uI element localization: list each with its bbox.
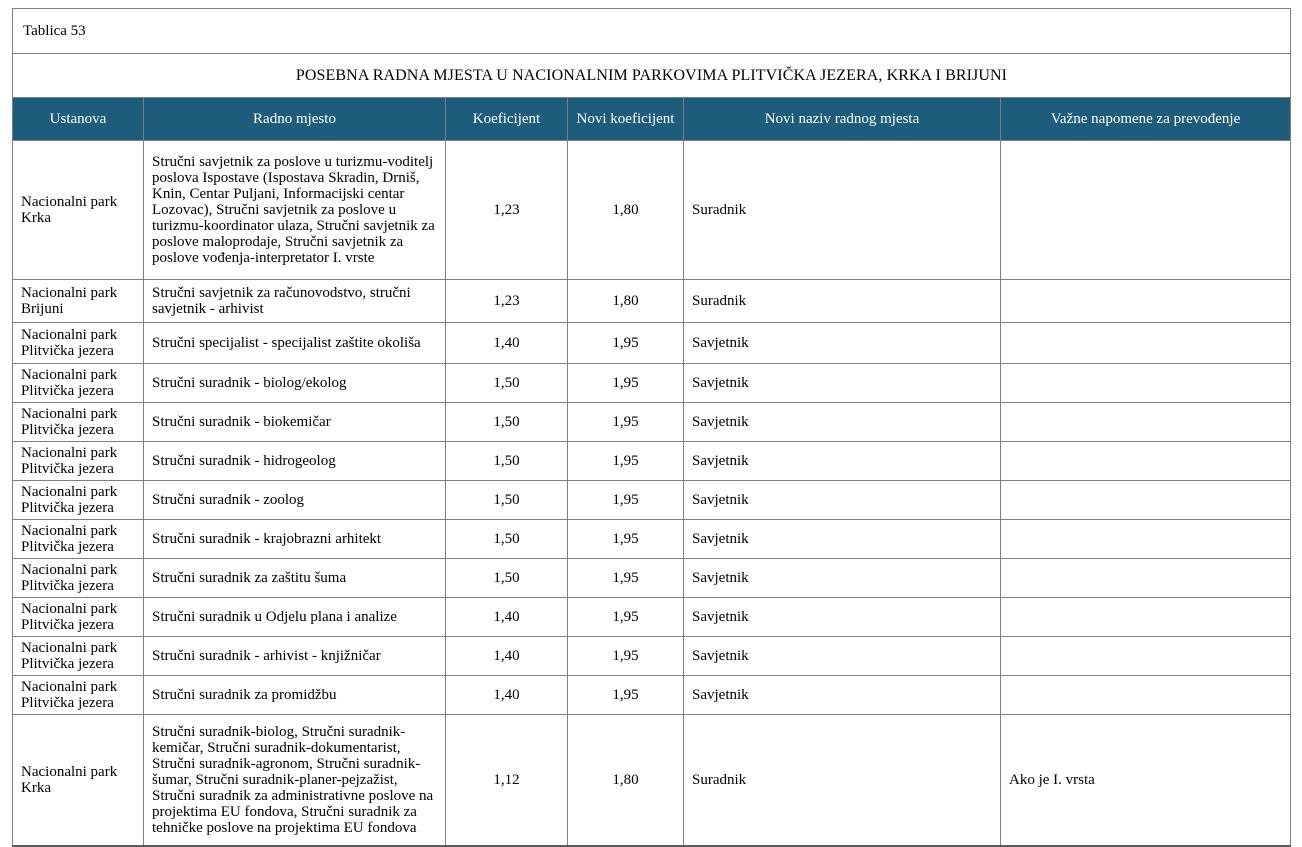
cell-koeficijent: 1,50: [446, 442, 568, 481]
cell-novi-naziv: Savjetnik: [684, 598, 1001, 637]
cell-novi-koeficijent: 1,95: [568, 676, 684, 715]
cell-novi-koeficijent: 1,95: [568, 637, 684, 676]
column-header-radno-mjesto: Radno mjesto: [144, 98, 446, 141]
cell-koeficijent: 1,50: [446, 364, 568, 403]
cell-napomena: [1001, 598, 1291, 637]
cell-novi-naziv: Savjetnik: [684, 481, 1001, 520]
cell-novi-naziv: Suradnik: [684, 715, 1001, 847]
table-row: [13, 520, 1291, 559]
caption-row: [13, 9, 1291, 54]
cell-koeficijent: 1,50: [446, 559, 568, 598]
cell-napomena: [1001, 364, 1291, 403]
table-row: [13, 323, 1291, 364]
column-header-row: [13, 98, 1291, 141]
cell-radno-mjesto: Stručni suradnik - krajobrazni arhitekt: [144, 520, 446, 559]
column-header-napomene: Važne napomene za prevođenje: [1001, 98, 1291, 141]
table-row: [13, 598, 1291, 637]
table-row: [13, 559, 1291, 598]
cell-koeficijent: 1,40: [446, 676, 568, 715]
cell-novi-naziv: Savjetnik: [684, 442, 1001, 481]
cell-novi-naziv: Savjetnik: [684, 676, 1001, 715]
cell-novi-koeficijent: 1,80: [568, 280, 684, 323]
cell-novi-naziv: Savjetnik: [684, 559, 1001, 598]
cell-koeficijent: 1,12: [446, 715, 568, 847]
table-row: [13, 403, 1291, 442]
cell-ustanova: Nacionalni park Brijuni: [13, 280, 144, 323]
cell-novi-koeficijent: 1,95: [568, 481, 684, 520]
cell-novi-koeficijent: 1,95: [568, 364, 684, 403]
cell-novi-koeficijent: 1,95: [568, 442, 684, 481]
cell-koeficijent: 1,23: [446, 280, 568, 323]
cell-radno-mjesto: Stručni suradnik - zoolog: [144, 481, 446, 520]
column-header-ustanova: Ustanova: [13, 98, 144, 141]
cell-koeficijent: 1,50: [446, 403, 568, 442]
positions-table: [12, 8, 1291, 847]
cell-novi-naziv: Suradnik: [684, 141, 1001, 280]
cell-ustanova: Nacionalni park Plitvička jezera: [13, 403, 144, 442]
table-row: [13, 141, 1291, 280]
cell-novi-koeficijent: 1,80: [568, 715, 684, 847]
cell-ustanova: Nacionalni park Plitvička jezera: [13, 676, 144, 715]
cell-novi-koeficijent: 1,80: [568, 141, 684, 280]
table-body: [13, 141, 1291, 847]
column-header-koeficijent: Koeficijent: [446, 98, 568, 141]
cell-napomena: [1001, 637, 1291, 676]
cell-radno-mjesto: Stručni suradnik - biokemičar: [144, 403, 446, 442]
cell-ustanova: Nacionalni park Plitvička jezera: [13, 442, 144, 481]
cell-radno-mjesto: Stručni suradnik - arhivist - knjižničar: [144, 637, 446, 676]
cell-ustanova: Nacionalni park Plitvička jezera: [13, 520, 144, 559]
cell-radno-mjesto: Stručni suradnik-biolog, Stručni suradnik-kemičar, Stručni suradnik-dokumentarist, Stručni suradnik-agronom, Stručni suradnik-šumar, Stručni suradnik-planer-pejzažist, Stručni suradnik za administrativne poslove na projektima EU fondova, Stručni suradnik za tehničke poslove na projektima EU fondova: [144, 715, 446, 847]
cell-napomena: [1001, 141, 1291, 280]
cell-novi-naziv: Suradnik: [684, 280, 1001, 323]
cell-koeficijent: 1,40: [446, 637, 568, 676]
cell-ustanova: Nacionalni park Plitvička jezera: [13, 323, 144, 364]
cell-radno-mjesto: Stručni specijalist - specijalist zaštite okoliša: [144, 323, 446, 364]
cell-novi-naziv: Savjetnik: [684, 403, 1001, 442]
cell-radno-mjesto: Stručni savjetnik za poslove u turizmu-voditelj poslova Ispostave (Ispostava Skradin, Drniš, Knin, Centar Puljani, Informacijski centar Lozovac), Stručni savjetnik za poslove u turizmu-koordinator ulaza, Stručni savjetnik za poslove maloprodaje, Stručni savjetnik za poslove vođenja-interpretator I. vrste: [144, 141, 446, 280]
cell-novi-naziv: Savjetnik: [684, 323, 1001, 364]
title-row: [13, 54, 1291, 98]
cell-novi-naziv: Savjetnik: [684, 364, 1001, 403]
cell-novi-naziv: Savjetnik: [684, 637, 1001, 676]
cell-novi-koeficijent: 1,95: [568, 520, 684, 559]
cell-koeficijent: 1,50: [446, 481, 568, 520]
table-caption: Tablica 53: [13, 9, 1291, 54]
cell-napomena: [1001, 442, 1291, 481]
cell-ustanova: Nacionalni park Krka: [13, 715, 144, 847]
table-row: [13, 364, 1291, 403]
table-row: [13, 715, 1291, 847]
column-header-novi-koeficijent: Novi koeficijent: [568, 98, 684, 141]
table-title: POSEBNA RADNA MJESTA U NACIONALNIM PARKOVIMA PLITVIČKA JEZERA, KRKA I BRIJUNI: [13, 54, 1291, 98]
table-row: [13, 637, 1291, 676]
cell-ustanova: Nacionalni park Plitvička jezera: [13, 598, 144, 637]
cell-ustanova: Nacionalni park Plitvička jezera: [13, 559, 144, 598]
cell-novi-naziv: Savjetnik: [684, 520, 1001, 559]
table-row: [13, 481, 1291, 520]
cell-napomena: [1001, 520, 1291, 559]
cell-koeficijent: 1,40: [446, 598, 568, 637]
cell-napomena: [1001, 481, 1291, 520]
cell-radno-mjesto: Stručni suradnik za zaštitu šuma: [144, 559, 446, 598]
cell-koeficijent: 1,50: [446, 520, 568, 559]
cell-napomena: [1001, 559, 1291, 598]
cell-radno-mjesto: Stručni suradnik za promidžbu: [144, 676, 446, 715]
cell-koeficijent: 1,40: [446, 323, 568, 364]
cell-napomena: Ako je I. vrsta: [1001, 715, 1291, 847]
table-row: [13, 442, 1291, 481]
cell-novi-koeficijent: 1,95: [568, 403, 684, 442]
cell-napomena: [1001, 403, 1291, 442]
cell-radno-mjesto: Stručni suradnik - hidrogeolog: [144, 442, 446, 481]
column-header-novi-naziv: Novi naziv radnog mjesta: [684, 98, 1001, 141]
cell-ustanova: Nacionalni park Plitvička jezera: [13, 637, 144, 676]
cell-ustanova: Nacionalni park Plitvička jezera: [13, 364, 144, 403]
table-row: [13, 280, 1291, 323]
cell-novi-koeficijent: 1,95: [568, 598, 684, 637]
cell-ustanova: Nacionalni park Krka: [13, 141, 144, 280]
cell-radno-mjesto: Stručni savjetnik za računovodstvo, stručni savjetnik - arhivist: [144, 280, 446, 323]
cell-ustanova: Nacionalni park Plitvička jezera: [13, 481, 144, 520]
cell-koeficijent: 1,23: [446, 141, 568, 280]
cell-novi-koeficijent: 1,95: [568, 559, 684, 598]
cell-napomena: [1001, 280, 1291, 323]
cell-napomena: [1001, 323, 1291, 364]
cell-novi-koeficijent: 1,95: [568, 323, 684, 364]
cell-radno-mjesto: Stručni suradnik u Odjelu plana i analize: [144, 598, 446, 637]
cell-napomena: [1001, 676, 1291, 715]
table-row: [13, 676, 1291, 715]
cell-radno-mjesto: Stručni suradnik - biolog/ekolog: [144, 364, 446, 403]
